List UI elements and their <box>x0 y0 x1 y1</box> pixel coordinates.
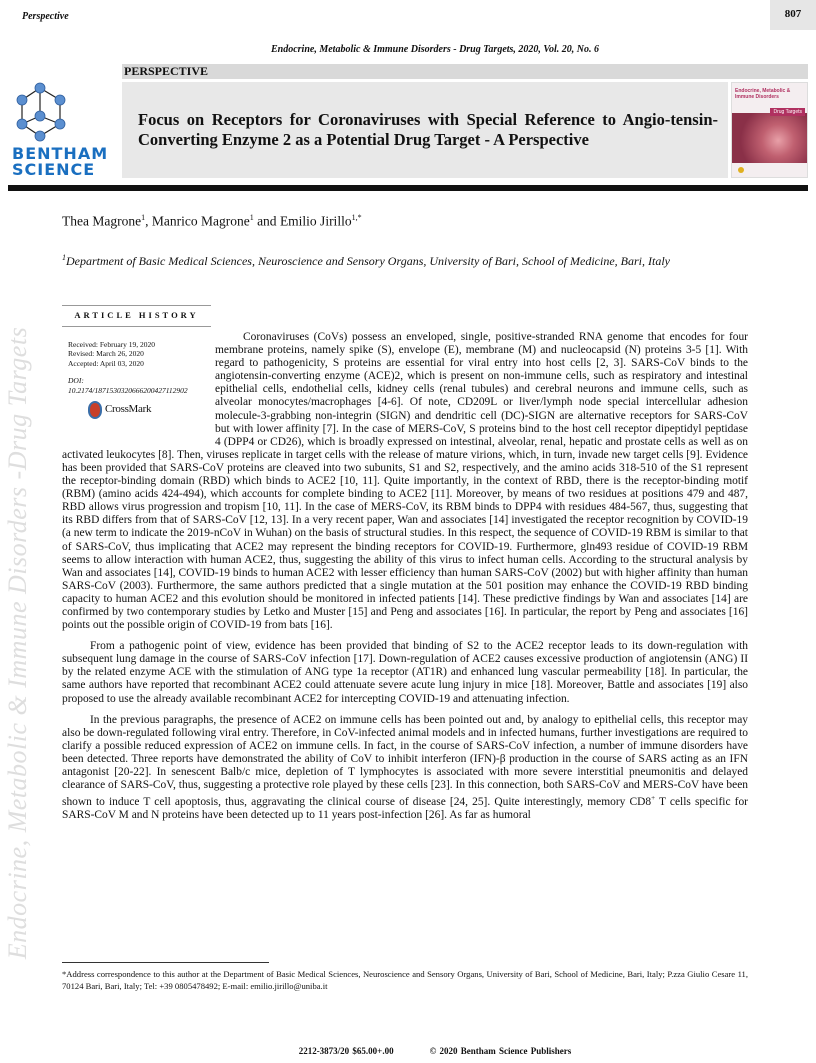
header-divider <box>8 185 808 191</box>
superscript: + <box>651 794 656 803</box>
body-paragraph: From a pathogenic point of view, evidence has been provided that binding of S2 to the ACE2 receptor leads to its down-regulation with subsequent lung damage in the course of SARS-CoV infection [17]. Down-regulation of ACE2 causes excessive production of angiotensin (ANG) II by the related enzyme ACE with the stimulation of ANG type 1a receptor (AT1R) and enhanced lung vascular permeability [18]. In particular, the same authors have reported that recombinant ACE2 could attenuate severe acute lung injury in mice [18]. Moreover, Battle and associates [19] also proposed to use the already available recombinant ACE2 for intercepting COVID-19 and attenuating infection. <box>62 640 748 705</box>
cover-band: Drug Targets <box>770 108 805 116</box>
paragraph-text: In the previous paragraphs, the presence of ACE2 on immune cells has been pointed out and, by analogy to epithelial cells, this receptor may also be down-regulated following viral entry. Therefore, in CoV-infected animal models and in infected humans, further investigations are required to clarify a possible reduced expression of ACE2 on immune cells. In fact, in the course of SARS-CoV infection, a number of immune disorders have been detected. Three reports have demonstrated the ability of CoV to inhibit interferon (IFN)-β production in the course of SARS acting as an IFN antagonist [20-22]. In senescent Balb/c mice, depletion of T lymphocytes is associated with more severe interstitial pneumonitis and delayed clearance of SARS-CoV, thus, suggesting a protective role played by these cells [23]. In this connection, both SARS-CoV and MERS-CoV have been shown to induce T cell apoptosis, thus, aggravating the clinical course of disease [24, 25]. Quite interestingly, memory CD8 <box>62 713 748 808</box>
copyright: © 2020 Bentham Science Publishers <box>429 1046 572 1056</box>
author-affiliation-mark: 1,* <box>351 213 362 222</box>
author-name: Emilio Jirillo <box>279 213 352 229</box>
doi-link[interactable]: 10.2174/1871530320666200427112902 <box>68 385 188 395</box>
affiliation <box>62 250 722 269</box>
issn-price: 2212-3873/20 $65.00+.00 <box>298 1046 394 1056</box>
author-name: Manrico Magrone <box>151 213 250 229</box>
footnote-divider <box>62 962 269 963</box>
author-affiliation-mark: 1 <box>141 213 146 222</box>
article-type-label: PERSPECTIVE <box>122 64 808 79</box>
doi-label: DOI: <box>68 376 84 385</box>
author-list <box>62 213 362 230</box>
journal-watermark: Endocrine, Metabolic & Immune Disorders -Drug Targets <box>3 326 32 960</box>
author-affiliation-mark: 1 <box>249 213 254 222</box>
author-name: Thea Magrone <box>62 213 142 229</box>
received-date: Received: February 19, 2020 <box>68 339 156 349</box>
journal-cover-image <box>731 82 808 178</box>
article-body <box>62 331 748 830</box>
article-title: Focus on Receptors for Coronaviruses with Special Reference to Angio-tensin-Converting Enzyme 2 as a Potential Drug Target - A Perspective <box>122 82 728 178</box>
accepted-date: Accepted: April 03, 2020 <box>68 358 144 368</box>
author-separator: and <box>253 213 280 229</box>
article-history-heading: ARTICLE HISTORY <box>74 310 199 320</box>
cover-journal-name: Endocrine, Metabolic & Immune Disorders <box>735 88 791 100</box>
body-paragraph: Coronaviruses (CoVs) possess an enveloped, single, positive-stranded RNA genome that encodes for four membrane proteins, namely spike (S), envelope (E), membrane (M) and nucleocapsid (N) proteins 3-5 [1]. With regard to pathogenicity, S proteins are essential for viral entry into host cells [2, 3]. SARS-CoV binds to the angiotensin-converting enzyme (ACE)2, which is present on non-immune cells, such as respiratory and intestinal epithelial cells, endothelial cells, kidney cells (renal tubules) and cerebral neurons and immune cells, such as alveolar monocytes/macrophages [4-6]. Of note, CD209L or liver/lymph node special intercellular adhesion molecule-3-grabbing non-integrin (SIGN) and dendritic cell (DC)-SIGN are alternative receptors for SARS-CoV but with lower affinity [7]. In the case of MERS-CoV, S proteins bind to the host cell receptor dipeptidyl peptidase 4 (DPP4 or CD26), which is broadly expressed on intestinal, alveolar, renal, hepatic and prostate cells as well as on activated leukocytes [8]. Then, viruses replicate in target cells with the release of mature virions, which, in turn, invade new target cells [9]. Evidence has been provided that SARS-CoV proteins are cleaved into two subunits, S1 and S2, respectively, and the amino acids 318-510 of the S1 represent the receptor-binding domain (RBD) which binds to ACE2 [10, 11]. Quite importantly, in the context of RBD, there is the receptor-binding motif (RBM) (amino acids 424-494), which accounts for complete binding to ACE2 [11]. Moreover, by means of two residues at positions 479 and 487, RBD allows virus progression and tropism [10, 11]. In the case of MERS-CoV, its RBM binds to DPP4 with residues 484-567, thus, suggesting that its RBD differs from that of SARS-CoV [12, 13]. In a very recent paper, Wan and associates [14] investigated the receptor recognition by COVID-19 (a new term to indicate the 2019-nCoV in Wuhan) on the basis of structural studies. In this respect, the sequence of COVID-19 RBM is similar to that of SARS-CoV, thus implicating that ACE2 may represent the binding receptors for COVID-19. Furthermore, gln493 residue of COVID-19 RBM seems to allow interaction with human ACE2, thus, suggesting the ability of this virus to infect human cells. According to the structural analysis by Wan and associates [14], COVID-19 binds to human ACE2 with lesser efficiency than human SARS-CoV (2002) but with higher affinity than human SARS-CoV (2003). Furthermore, the same authors predicted that a single mutation at the 501 position may enhance the COVID-19 RBD binding capacity to human ACE2 and this evolution should be monitored in infected patients [14]. These predictive findings by Wan and associates [14] are confirmed by two contemporary studies by Letko and Muster [15] and Peng and associates [16]. In particular, the report by Peng and associates [16] points out the possible origin of COVID-19 from bats [16]. <box>62 331 748 632</box>
bentham-science-logo <box>8 82 116 178</box>
paragraph-text: T cells specific for SARS-CoV M and N proteins have been detected up to 11 years post-infection [26]. As far as humoral <box>62 796 748 822</box>
molecule-icon <box>8 82 116 144</box>
affiliation-text: Department of Basic Medical Sciences, Neuroscience and Sensory Organs, University of Bari, School of Medicine, Bari, Italy <box>66 254 670 268</box>
page-number: 807 <box>770 0 816 30</box>
affiliation-number: 1 <box>62 253 66 262</box>
revised-date: Revised: March 26, 2020 <box>68 349 144 358</box>
logo-word-bentham: BENTHAM <box>12 144 109 163</box>
journal-citation: Endocrine, Metabolic & Immune Disorders - Drug Targets, 2020, Vol. 20, No. 6 <box>271 44 599 55</box>
author-separator: , <box>145 213 152 229</box>
logo-word-science: SCIENCE <box>12 160 96 179</box>
correspondence-footnote: *Address correspondence to this author at the Department of Basic Medical Sciences, Neuroscience and Sensory Organs, University of Bari, School of Medicine, Bari, Italy; P.zza Giulio Cesare 11, 70124 Bari, Bari, Italy; Tel: +39 0805478492; E-mail: emilio.jirillo@uniba.it <box>62 969 748 991</box>
page-footer <box>0 1046 816 1056</box>
body-paragraph <box>62 714 748 823</box>
crossmark-label: CrossMark <box>105 403 152 416</box>
running-head: Perspective <box>22 11 69 22</box>
